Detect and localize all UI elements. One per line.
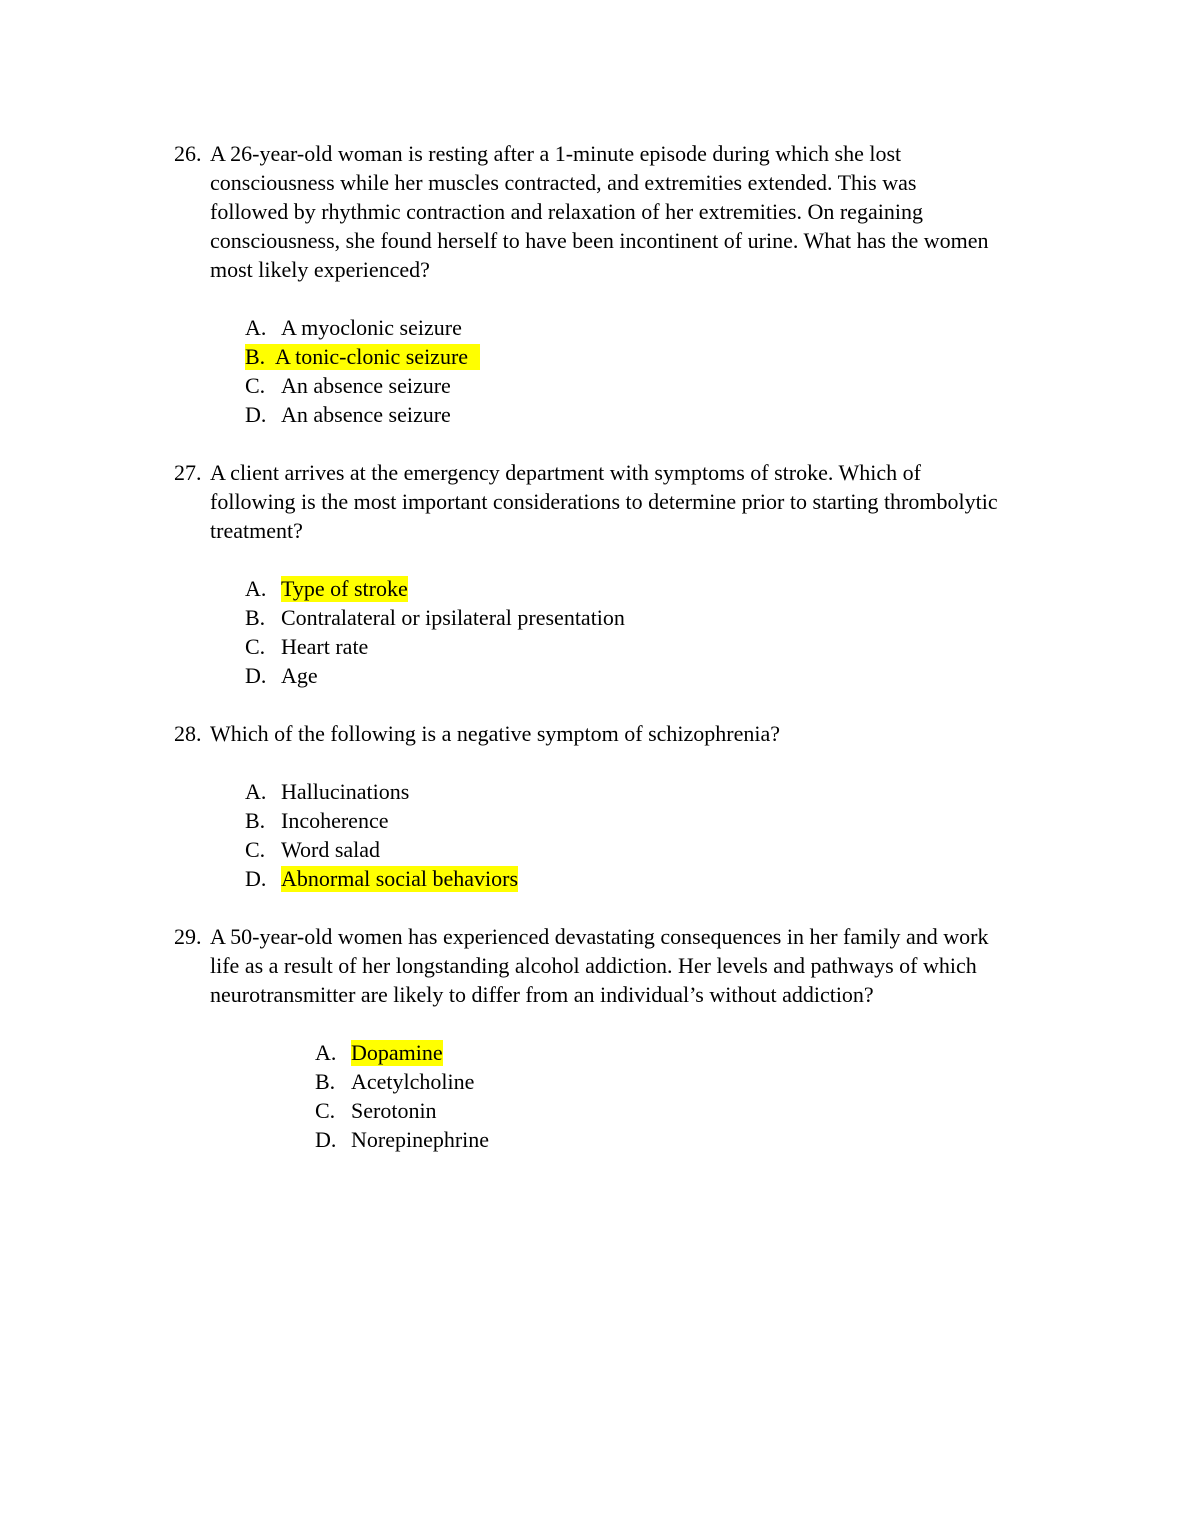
- option-text: Incoherence: [281, 808, 389, 833]
- option-letter: B.: [245, 344, 266, 369]
- question-text-line: A client arrives at the emergency department with symptoms of stroke. Which of: [210, 460, 921, 485]
- option-letter: B.: [245, 808, 266, 833]
- option-letter: C.: [315, 1098, 336, 1123]
- option-text: Norepinephrine: [351, 1127, 490, 1152]
- question-text-line: A 26-year-old woman is resting after a 1-minute episode during which she lost: [210, 141, 902, 166]
- option-letter: A.: [245, 315, 267, 340]
- option-text: Acetylcholine: [351, 1069, 475, 1094]
- option-text-correct: Abnormal social behaviors: [281, 866, 519, 891]
- option-letter: C.: [245, 373, 266, 398]
- question-number: 28.: [174, 721, 202, 746]
- option-letter: A.: [315, 1040, 337, 1065]
- question-text-line: Which of the following is a negative symptom of schizophrenia?: [210, 721, 781, 746]
- option-text-correct: Dopamine: [351, 1040, 443, 1065]
- option-text: Word salad: [281, 837, 381, 862]
- question-number: 27.: [174, 460, 202, 485]
- option-letter: B.: [315, 1069, 336, 1094]
- question-number: 26.: [174, 141, 202, 166]
- option-letter: B.: [245, 605, 266, 630]
- question-text-line: consciousness, she found herself to have been incontinent of urine. What has the women: [210, 228, 989, 253]
- option-text: Hallucinations: [281, 779, 410, 804]
- question-text-line: followed by rhythmic contraction and relaxation of her extremities. On regaining: [210, 199, 923, 224]
- question-text-line: following is the most important considerations to determine prior to starting thrombolytic: [210, 489, 998, 514]
- option-letter: D.: [245, 663, 267, 688]
- option-text: Contralateral or ipsilateral presentation: [281, 605, 625, 630]
- option-text: Heart rate: [281, 634, 369, 659]
- option-text: A myoclonic seizure: [281, 315, 462, 340]
- option-letter: D.: [245, 866, 267, 891]
- question-text-line: neurotransmitter are likely to differ from an individual’s without addiction?: [210, 982, 874, 1007]
- question-text-line: consciousness while her muscles contracted, and extremities extended. This was: [210, 170, 917, 195]
- option-text-correct: Type of stroke: [281, 576, 408, 601]
- option-text: An absence seizure: [281, 402, 451, 427]
- option-text-correct: A tonic-clonic seizure: [275, 344, 469, 369]
- option-letter: C.: [245, 634, 266, 659]
- option-letter: D.: [245, 402, 267, 427]
- answer-option-highlighted: [245, 344, 480, 370]
- question-text-line: most likely experienced?: [210, 257, 430, 282]
- option-letter: C.: [245, 837, 266, 862]
- option-letter: D.: [315, 1127, 337, 1152]
- option-text: Serotonin: [351, 1098, 437, 1123]
- question-text-line: A 50-year-old women has experienced devastating consequences in her family and work: [210, 924, 989, 949]
- option-text: An absence seizure: [281, 373, 451, 398]
- option-letter: A.: [245, 779, 267, 804]
- question-number: 29.: [174, 924, 202, 949]
- question-text-line: life as a result of her longstanding alcohol addiction. Her levels and pathways of which: [210, 953, 977, 978]
- option-letter: A.: [245, 576, 267, 601]
- option-text: Age: [281, 663, 318, 688]
- question-text-line: treatment?: [210, 518, 303, 543]
